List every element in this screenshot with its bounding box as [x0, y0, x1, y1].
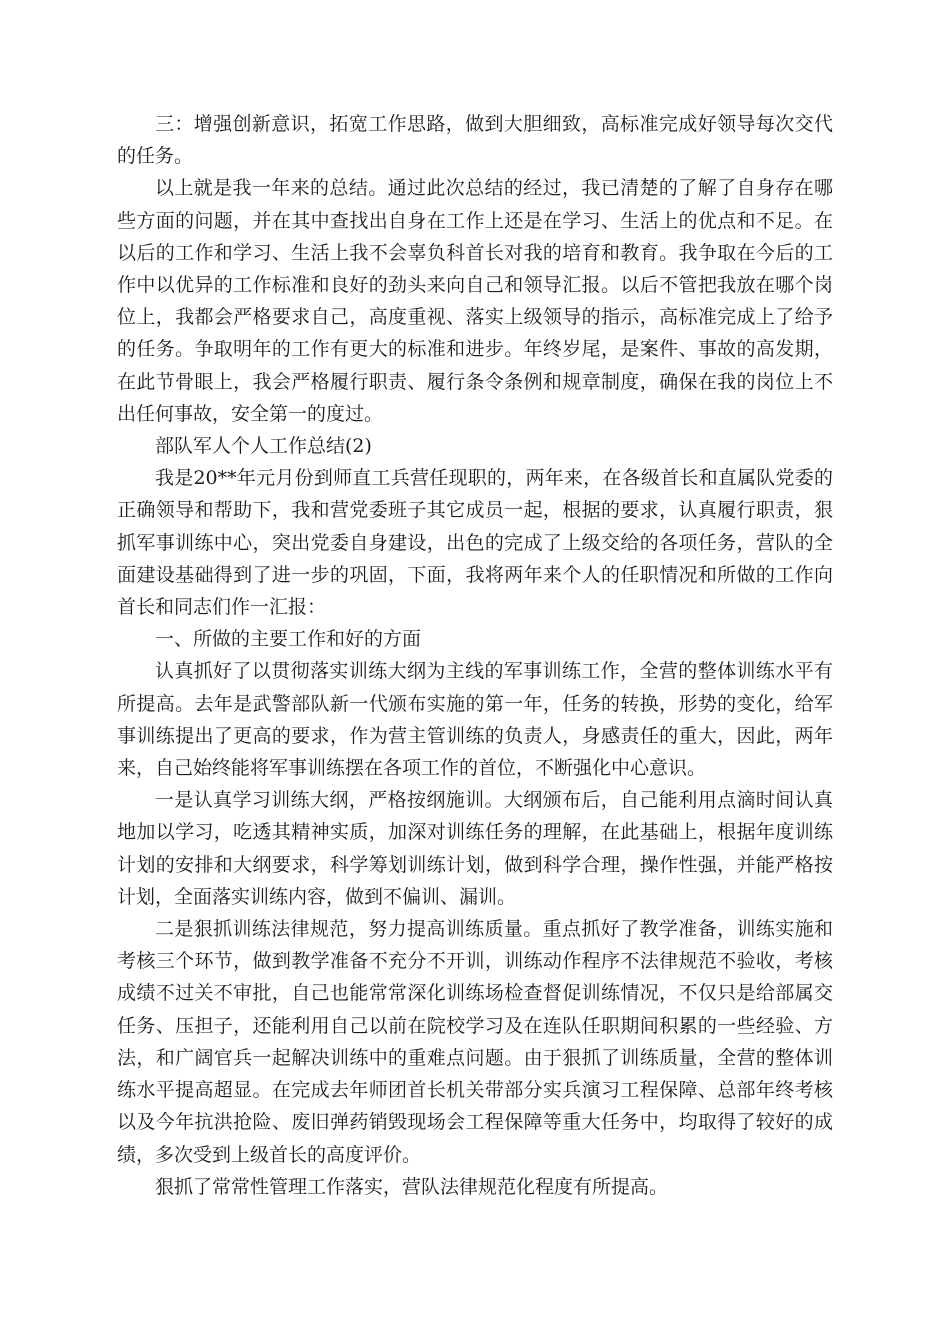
- subsection-heading: 一、所做的主要工作和好的方面: [155, 628, 422, 651]
- paragraph-innovation: 三：增强创新意识，拓宽工作思路，做到大胆细致，高标准完成好领导每次交代的任务。: [117, 113, 833, 168]
- paragraph-introduction: 我是20**年元月份到师直工兵营任现职的，两年来，在各级首长和直属队党委的正确领导和帮助下，我和营党委班子其它成员一起，根据的要求，认真履行职责，狠抓军事训练中心，突出党委自身建设，出色的完成了上级交给的各项任务，营队的全面建设基础得到了进一步的巩固，下面，我将两年来个人的任职情况和所做的工作向首长和同志们作一汇报：: [117, 467, 833, 619]
- paragraph-management: 狠抓了常常性管理工作落实，营队法律规范化程度有所提高。: [155, 1175, 669, 1198]
- paragraph-year-summary: 以上就是我一年来的总结。通过此次总结的经过，我已清楚的了解了自身存在哪些方面的问题，并在其中查找出自身在工作上还是在学习、生活上的优点和不足。在以后的工作和学习、生活上我不会辜负科首长对我的培育和教育。我争取在今后的工作中以优异的工作标准和良好的劲头来向自己和领导汇报。以后不管把我放在哪个岗位上，我都会严格要求自己，高度重视、落实上级领导的指示，高标准完成上了给予的任务。争取明年的工作有更大的标准和进步。年终岁尾，是案件、事故的高发期，在此节骨眼上，我会严格履行职责、履行条令条例和规章制度，确保在我的岗位上不出任何事故，安全第一的度过。: [117, 177, 833, 425]
- section-title: 部队军人个人工作总结(2): [155, 435, 372, 458]
- paragraph-point-two: 二是狠抓训练法律规范，努力提高训练质量。重点抓好了教学准备，训练实施和考核三个环节，做到教学准备不充分不开训，训练动作程序不法律规范不验收，考核成绩不过关不审批，自己也能常常深化训练场检查督促训练情况，不仅只是给部属交任务、压担子，还能利用自己以前在院校学习及在连队任职期间积累的一些经验、方法，和广阔官兵一起解决训练中的重难点问题。由于狠抓了训练质量，全营的整体训练水平提高超显。在完成去年师团首长机关带部分实兵演习工程保障、总部年终考核以及今年抗洪抢险、废旧弹药销毁现场会工程保障等重大任务中，均取得了较好的成绩，多次受到上级首长的高度评价。: [117, 918, 833, 1166]
- paragraph-point-one: 一是认真学习训练大纲，严格按纲施训。大纲颁布后，自己能利用点滴时间认真地加以学习，吃透其精神实质，加深对训练任务的理解，在此基础上，根据年度训练计划的安排和大纲要求，科学筹划训练计划，做到科学合理，操作性强，并能严格按计划，全面落实训练内容，做到不偏训、漏训。: [117, 789, 833, 908]
- document-page: [117, 108, 833, 1203]
- paragraph-training-overview: 认真抓好了以贯彻落实训练大纲为主线的军事训练工作，全营的整体训练水平有所提高。去年是武警部队新一代颁布实施的第一年，任务的转换，形势的变化，给军事训练提出了更高的要求，作为营主管训练的负责人，身感责任的重大，因此，两年来，自己始终能将军事训练摆在各项工作的首位，不断强化中心意识。: [117, 660, 833, 780]
